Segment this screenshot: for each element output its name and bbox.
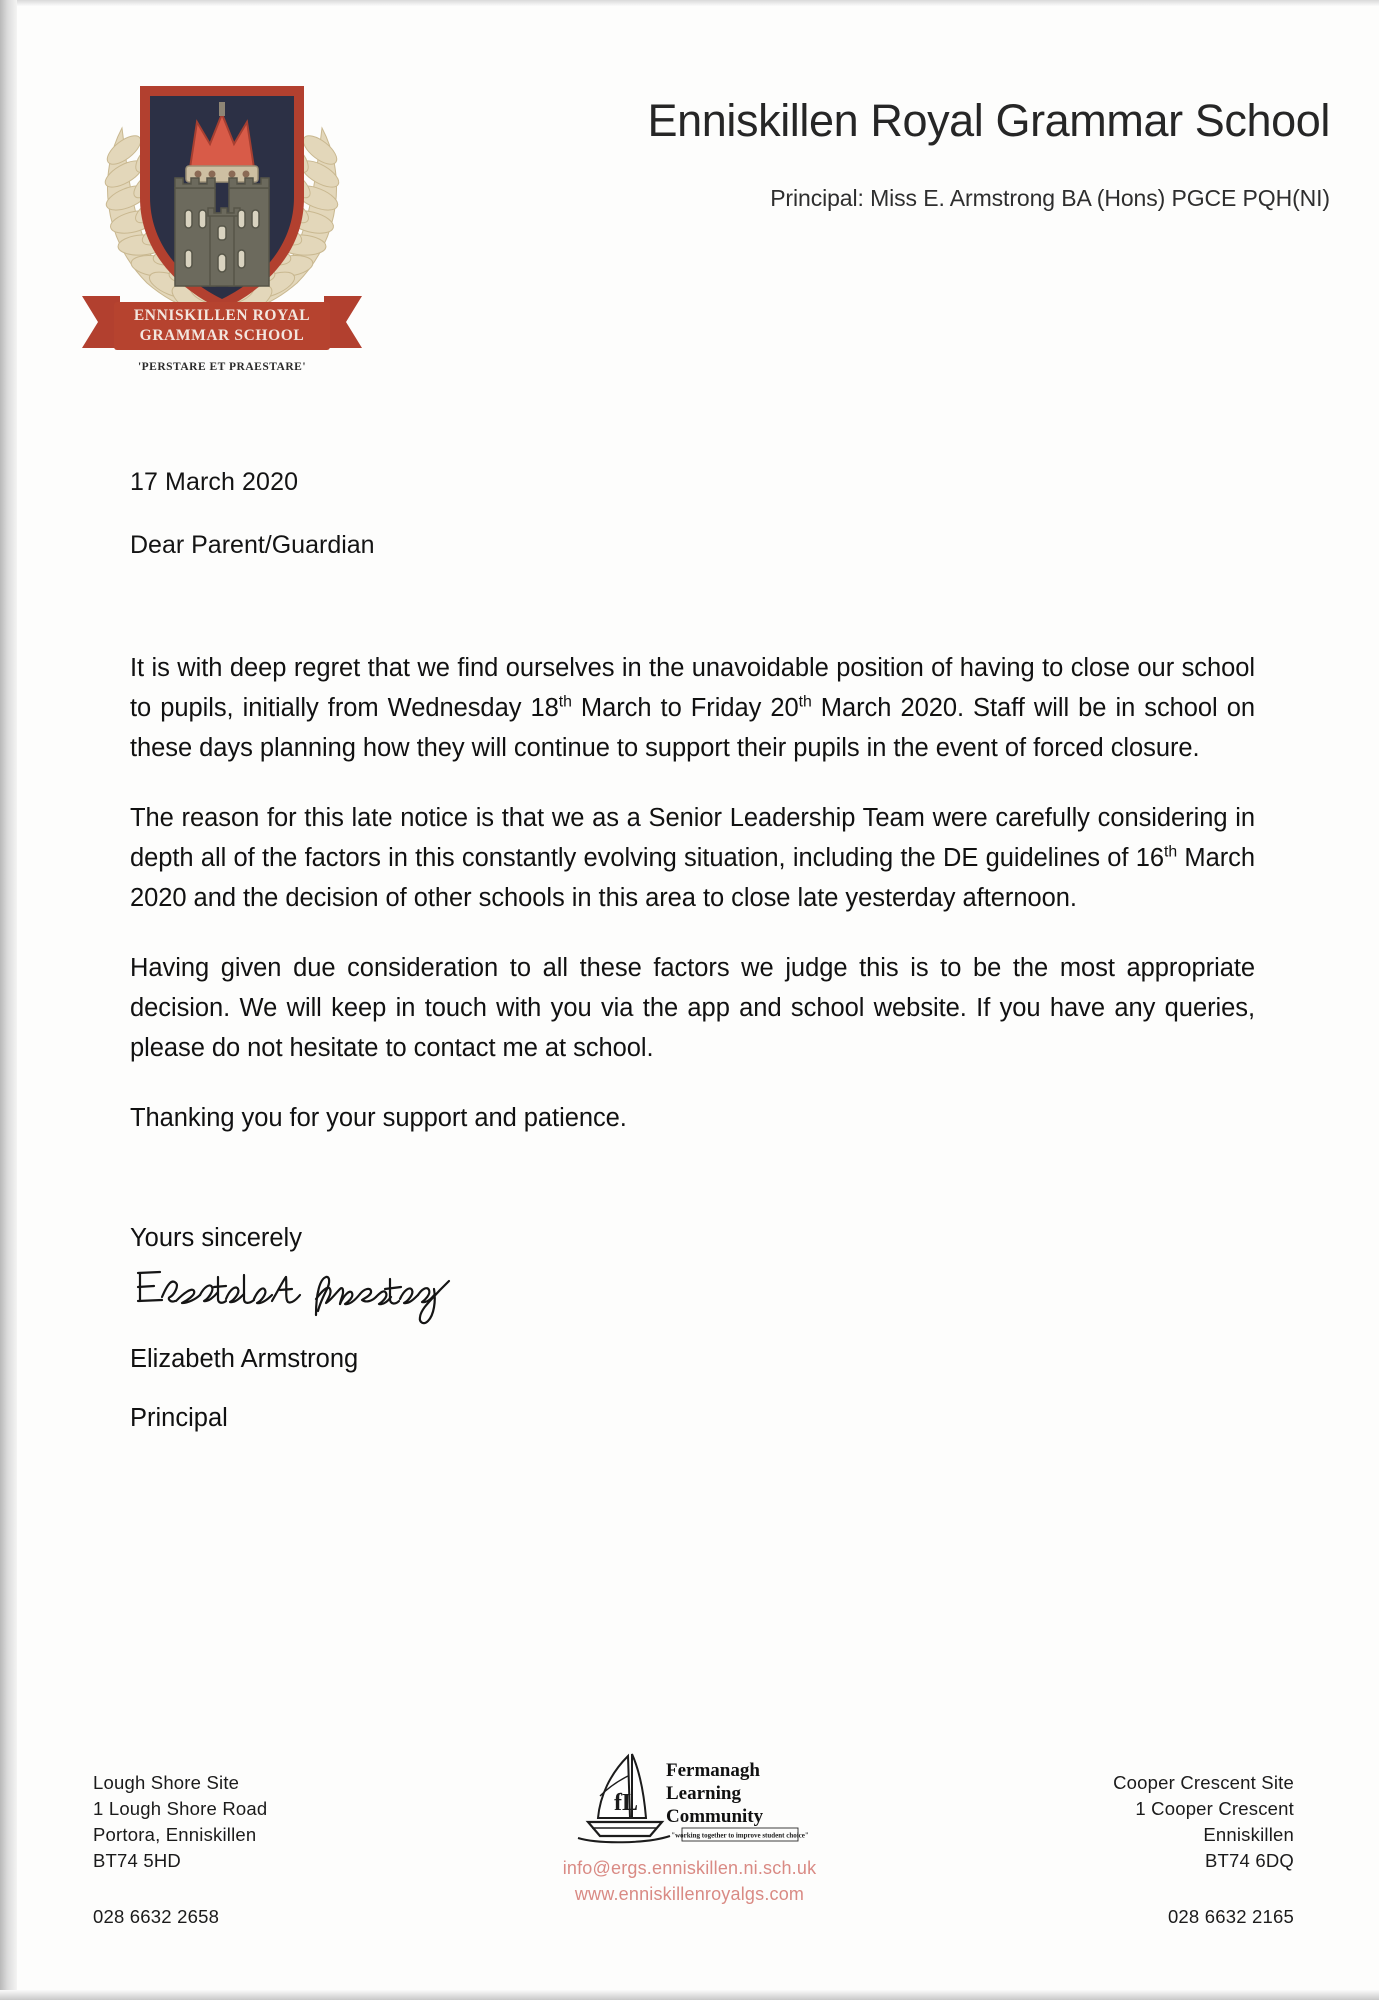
handwritten-signature-icon	[130, 1259, 460, 1329]
paragraph-2-part-b: March 2020 and the decision of other schools in this area to close late yesterday afternoon.	[130, 844, 1255, 912]
right-site-street: 1 Cooper Crescent	[1135, 1798, 1294, 1819]
paragraph-2-sup-1: th	[1164, 843, 1178, 861]
fermanagh-learning-community-logo	[570, 1748, 810, 1844]
flc-line3: Community	[665, 1806, 763, 1827]
letter-salutation: Dear Parent/Guardian	[130, 531, 375, 559]
right-site-postcode: BT74 6DQ	[1205, 1850, 1294, 1871]
signatory-name: Elizabeth Armstrong	[130, 1345, 359, 1373]
principal-subtitle: Principal: Miss E. Armstrong BA (Hons) PGCE PQH(NI)	[770, 185, 1330, 211]
paragraph-2-part-a: The reason for this late notice is that we as a Senior Leadership Team were carefully considering in depth all of the factors in this constantly evolving situation, including the DE guidelines of 16	[130, 804, 1255, 872]
crest-banner-line2: GRAMMAR SCHOOL	[139, 327, 305, 344]
scan-edge-bottom	[0, 1990, 1379, 2000]
right-site-phone: 028 6632 2165	[1167, 1906, 1294, 1927]
left-site-postcode: BT74 5HD	[93, 1850, 181, 1871]
footer-website[interactable]: www.enniskillenroyalgs.com	[574, 1884, 805, 1904]
crest-motto: 'PERSTARE ET PRAESTARE'	[137, 361, 307, 373]
flc-line2: Learning	[665, 1783, 741, 1804]
footer-email[interactable]: info@ergs.enniskillen.ni.sch.uk	[562, 1858, 817, 1878]
paragraph-2	[130, 798, 1255, 918]
paragraph-1-sup-2: th	[798, 693, 812, 711]
letter-closing: Yours sincerely	[130, 1224, 302, 1252]
left-site-name: Lough Shore Site	[93, 1772, 240, 1793]
flc-line1: Fermanagh	[665, 1760, 760, 1781]
letter-body	[130, 468, 1255, 1433]
paragraph-1	[130, 648, 1255, 768]
footer-right-site-address	[1113, 1770, 1294, 1930]
paragraph-3: Having given due consideration to all these factors we judge this is to be the most appropriate decision. We will keep in touch with you via the app and school website. If you have any queries, please do not hesitate to contact me at school.	[130, 954, 1255, 1062]
paragraph-1-sup-1: th	[558, 693, 572, 711]
letter-date: 17 March 2020	[130, 468, 299, 496]
signatory-role: Principal	[130, 1404, 228, 1432]
right-site-town: Enniskillen	[1203, 1824, 1294, 1845]
paragraph-1-part-c: March 2020. Staff will be in school on these days planning how they will continue to support their pupils in the event of forced closure.	[130, 694, 1256, 762]
left-site-town: Portora, Enniskillen	[93, 1824, 257, 1845]
right-site-name: Cooper Crescent Site	[1113, 1772, 1294, 1793]
letterhead	[0, 0, 1379, 420]
page-title: Enniskillen Royal Grammar School	[647, 95, 1330, 146]
paragraph-4: Thanking you for your support and patience.	[130, 1104, 627, 1132]
crest-banner-line1: ENNISKILLEN ROYAL	[133, 307, 311, 324]
signature-image	[130, 1259, 460, 1329]
letter-footer	[0, 1740, 1379, 1980]
school-crest-logo	[62, 58, 382, 373]
paragraph-1-part-b: March to Friday 20	[571, 694, 799, 722]
flc-tagline: "working together to improve student choice"	[670, 1831, 809, 1840]
left-site-phone: 028 6632 2658	[93, 1906, 220, 1927]
left-site-street: 1 Lough Shore Road	[93, 1798, 268, 1819]
paragraph-1-part-a: It is with deep regret that we find ourselves in the unavoidable position of having to close our school to pupils, initially from Wednesday 18	[130, 654, 1255, 722]
crest-icon	[62, 58, 382, 373]
sailboat-icon	[570, 1748, 810, 1844]
svg-text:fL: fL	[613, 1790, 638, 1816]
